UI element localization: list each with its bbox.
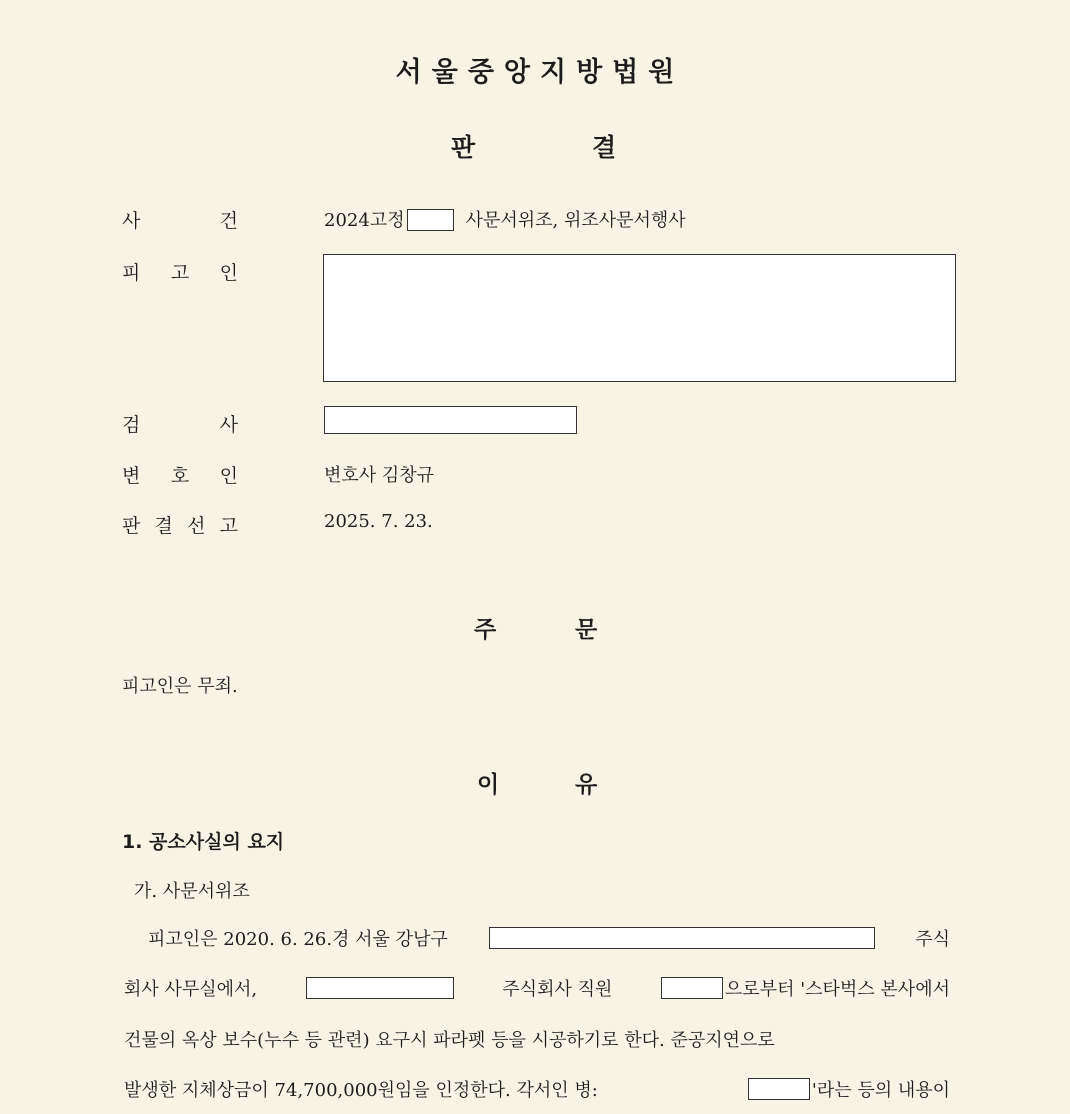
doc-type-char-1: 판 [451,133,476,162]
redacted-signatory-name [748,1078,810,1100]
body-line-3: 건물의 옥상 보수(누수 등 관련) 요구시 파라펫 등을 시공하기로 한다. 준공지연으로 [124,1030,775,1051]
body-line-2: 회사 사무실에서, 주식회사 직원 으로부터 '스타벅스 본사에서 [124,979,950,1000]
defendant-label: 피 고 인 [122,262,238,284]
redacted-defendant-info [323,254,956,382]
case-value [324,206,686,232]
case-charges: 사문서위조, 위조사문서행사 [465,210,686,231]
redacted-prosecutor-name [324,406,577,434]
doc-type-char-2: 결 [592,133,617,162]
subsection-a-title: 가. 사문서위조 [134,881,250,902]
case-label: 사 건 [122,210,238,232]
counsel-label: 변 호 인 [122,465,238,487]
redacted-company-name [306,977,454,999]
body-line-1: 피고인은 2020. 6. 26.경 서울 강남구 주식 [148,929,950,950]
sentencing-label: 판 결 선 고 [122,515,238,537]
prosecutor-label: 검 사 [122,414,238,436]
order-heading-char-2: 문 [575,617,598,643]
order-heading-char-1: 주 [474,617,497,643]
counsel-value: 변호사 김창규 [324,465,435,486]
order-text: 피고인은 무죄. [122,676,238,697]
redacted-case-number [407,209,454,231]
section-1-title: 1. 공소사실의 요지 [122,831,285,853]
reasons-heading-char-1: 이 [477,772,500,798]
case-number-prefix: 2024고정 [324,210,405,231]
body-line-4: 발생한 지체상금이 74,700,000원임을 인정한다. 각서인 병: '라는 등의 내용이 [124,1080,950,1101]
court-name: 서울중앙지방법원 [395,57,685,88]
redacted-employee-name [661,977,723,999]
redacted-company-address [489,927,875,949]
reasons-heading-char-2: 유 [575,772,598,798]
sentencing-value: 2025. 7. 23. [324,511,433,532]
